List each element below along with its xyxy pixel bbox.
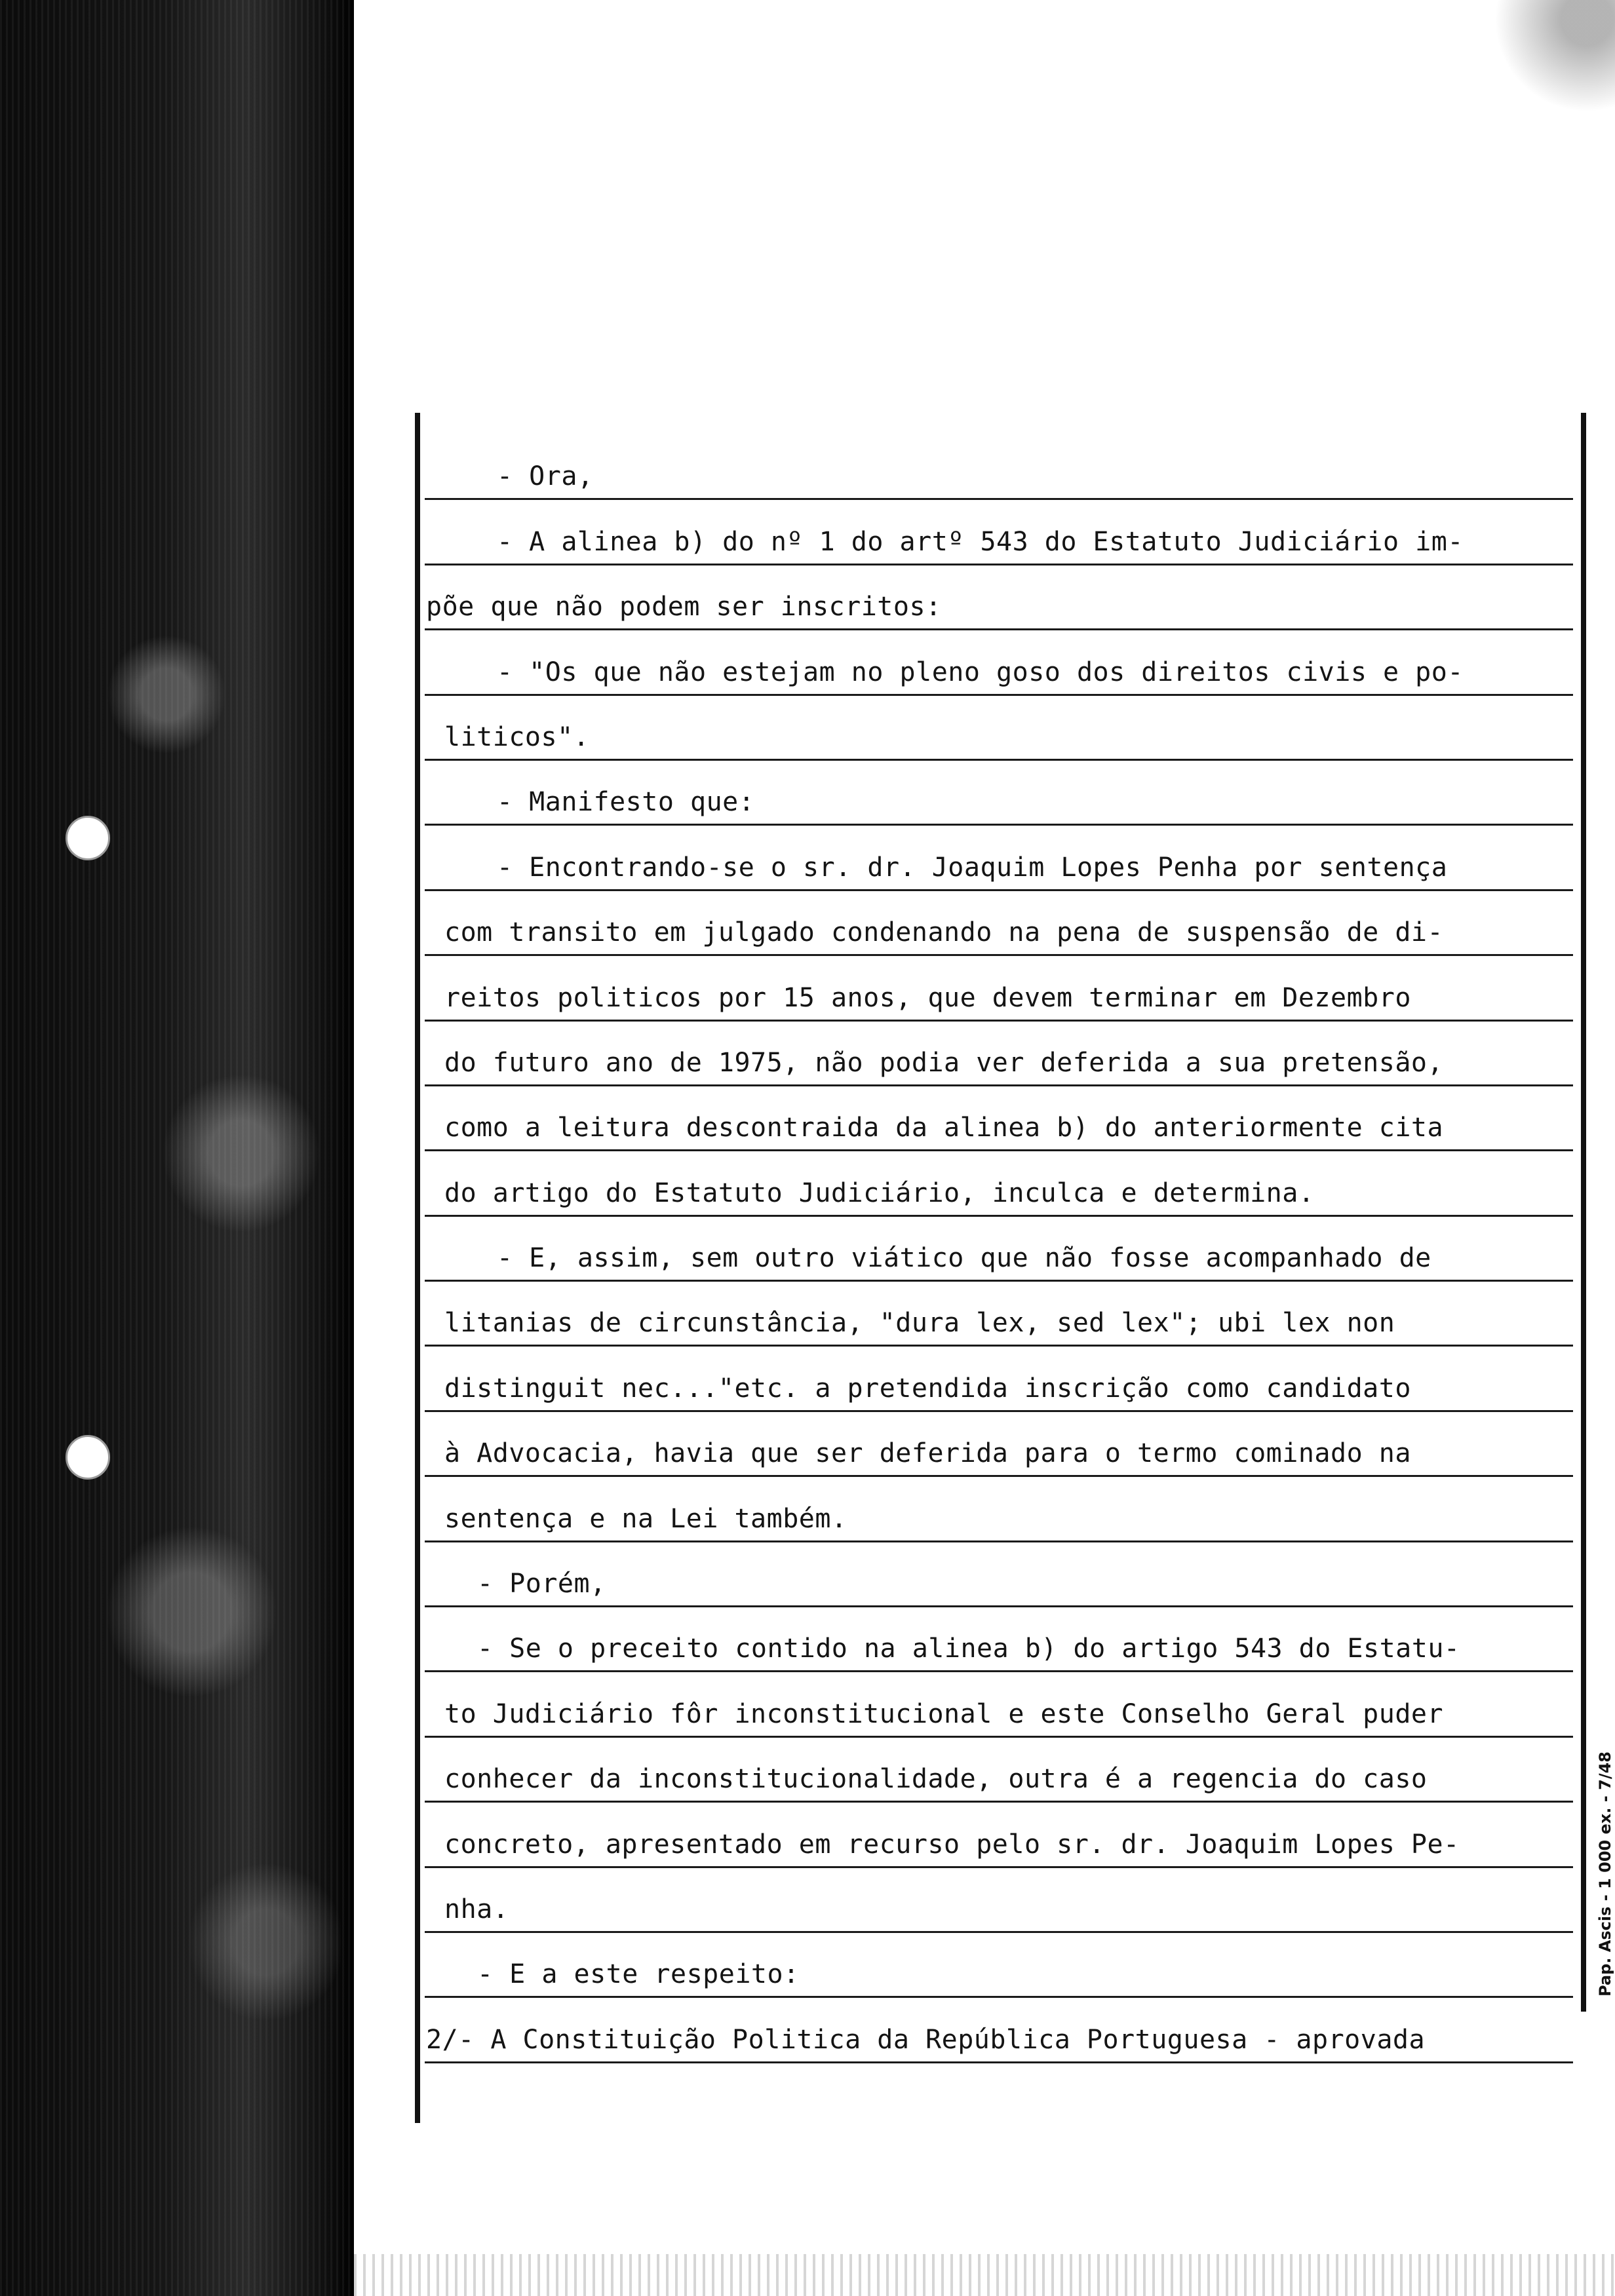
line-text: conhecer da inconstitucionalidade, outra é a regencia do caso bbox=[444, 1764, 1428, 1795]
line-text: com transito em julgado condenando na pena de suspensão de di- bbox=[444, 917, 1444, 948]
margin-print-note bbox=[1589, 1723, 1615, 2025]
line-text: liticos". bbox=[444, 721, 590, 752]
line-text: - A alinea b) do nº 1 do artº 543 do Estatuto Judiciário im- bbox=[497, 526, 1464, 557]
text-line bbox=[425, 1542, 1573, 1607]
text-line bbox=[425, 1151, 1573, 1216]
text-line bbox=[425, 1022, 1573, 1086]
text-line bbox=[425, 696, 1573, 761]
line-text: litanias de circunstância, "dura lex, sed lex"; ubi lex non bbox=[444, 1308, 1395, 1339]
line-text: à Advocacia, havia que ser deferida para o termo cominado na bbox=[444, 1438, 1411, 1469]
line-text: 2/- A Constituição Politica da República Portuguesa - aprovada bbox=[426, 2024, 1426, 2055]
line-text: to Judiciário fôr inconstitucional e este Conselho Geral puder bbox=[444, 1698, 1444, 1729]
text-line bbox=[425, 630, 1573, 695]
line-text: reitos politicos por 15 anos, que devem terminar em Dezembro bbox=[444, 982, 1411, 1013]
line-text: põe que não podem ser inscritos: bbox=[426, 592, 942, 622]
text-line bbox=[425, 1933, 1573, 1998]
line-text: - Encontrando-se o sr. dr. Joaquim Lopes Penha por sentença bbox=[497, 852, 1448, 883]
text-line bbox=[425, 1738, 1573, 1803]
binding-noise bbox=[92, 328, 341, 2162]
text-line bbox=[425, 435, 1573, 500]
line-text: concreto, apresentado em recurso pelo sr. dr. Joaquim Lopes Pe- bbox=[444, 1829, 1460, 1860]
line-text: - Manifesto que: bbox=[497, 787, 755, 818]
frame-right-border bbox=[1581, 413, 1586, 2012]
text-line bbox=[425, 891, 1573, 956]
text-line bbox=[425, 1803, 1573, 1867]
line-text: distinguit nec..."etc. a pretendida inscrição como candidato bbox=[444, 1373, 1411, 1404]
text-line bbox=[425, 956, 1573, 1021]
document-body bbox=[425, 435, 1573, 2063]
line-text: - Se o preceito contido na alinea b) do artigo 543 do Estatu- bbox=[477, 1634, 1460, 1664]
margin-note-text: Pap. Ascis - 1 000 ex. - 7/48 bbox=[1596, 1751, 1614, 1997]
text-line bbox=[425, 1477, 1573, 1542]
line-text: - E a este respeito: bbox=[477, 1959, 800, 1990]
text-line bbox=[425, 500, 1573, 565]
text-line bbox=[425, 826, 1573, 890]
line-text: do artigo do Estatuto Judiciário, inculca e determina. bbox=[444, 1177, 1315, 1208]
text-line bbox=[425, 1412, 1573, 1477]
text-line bbox=[425, 761, 1573, 826]
line-text: - "Os que não estejam no pleno goso dos direitos civis e po- bbox=[497, 657, 1464, 687]
bottom-edge-noise bbox=[354, 2254, 1615, 2296]
line-text: sentença e na Lei também. bbox=[444, 1503, 847, 1534]
text-line bbox=[425, 565, 1573, 630]
text-line bbox=[425, 1282, 1573, 1347]
line-text: nha. bbox=[444, 1894, 509, 1924]
line-text: - Porém, bbox=[477, 1569, 606, 1599]
text-line bbox=[425, 1672, 1573, 1737]
text-line bbox=[425, 1347, 1573, 1411]
text-line bbox=[425, 1868, 1573, 1933]
punch-hole-top bbox=[66, 816, 110, 860]
scan-speckle bbox=[1475, 0, 1615, 197]
text-line bbox=[425, 1217, 1573, 1282]
line-text: como a leitura descontraida da alinea b) do anteriormente cita bbox=[444, 1113, 1444, 1143]
line-text: - Ora, bbox=[497, 461, 594, 492]
text-line bbox=[425, 1086, 1573, 1151]
frame-left-border bbox=[415, 413, 420, 2123]
line-text: - E, assim, sem outro viático que não fosse acompanhado de bbox=[497, 1243, 1431, 1274]
punch-hole-bottom bbox=[66, 1435, 110, 1480]
line-text: do futuro ano de 1975, não podia ver deferida a sua pretensão, bbox=[444, 1047, 1444, 1078]
text-line bbox=[425, 1607, 1573, 1672]
text-line bbox=[425, 1998, 1573, 2063]
